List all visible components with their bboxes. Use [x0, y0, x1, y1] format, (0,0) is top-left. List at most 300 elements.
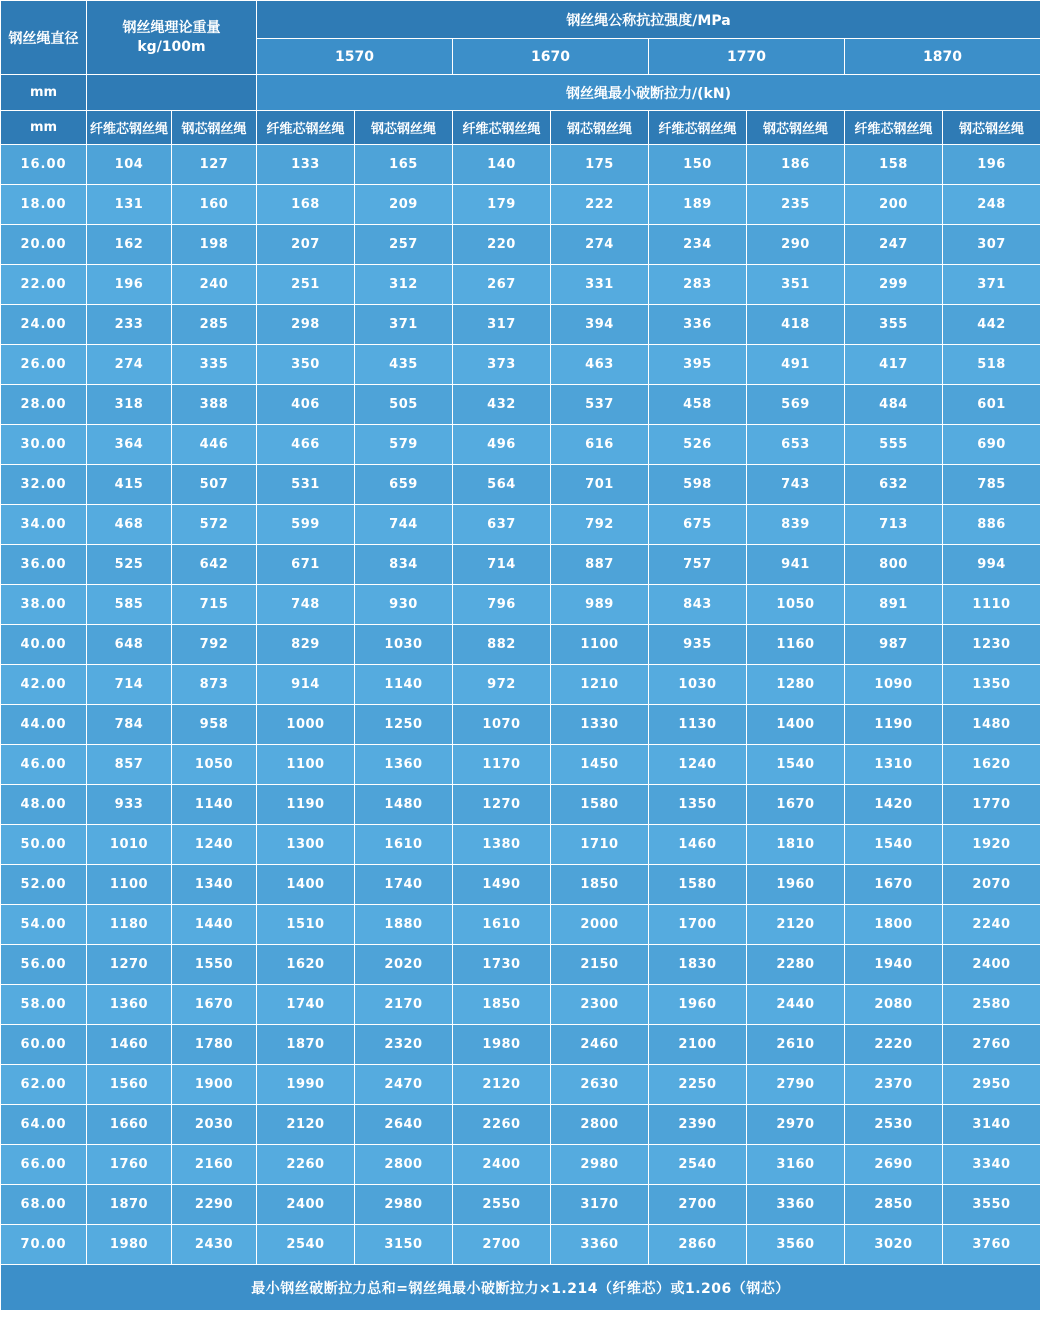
cell-weight-fiber-core: 1180 [87, 905, 172, 945]
cell-1670-fiber-core: 140 [453, 145, 551, 185]
table-body [1, 145, 1040, 1265]
cell-diameter: 38.00 [1, 585, 87, 625]
cell-1570-fiber-core: 1400 [257, 865, 355, 905]
cell-1570-steel-core: 930 [355, 585, 453, 625]
cell-1870-fiber-core: 2690 [845, 1145, 943, 1185]
table-row [1, 305, 1040, 345]
header-weight-line2: kg/100m [137, 38, 206, 55]
header-strength-1870: 1870 [845, 39, 1040, 75]
table-row [1, 1105, 1040, 1145]
cell-1570-fiber-core: 1000 [257, 705, 355, 745]
cell-1870-steel-core: 2760 [943, 1025, 1040, 1065]
cell-weight-steel-core: 1900 [172, 1065, 257, 1105]
cell-1770-fiber-core: 1460 [649, 825, 747, 865]
table-row [1, 345, 1040, 385]
cell-1670-fiber-core: 2700 [453, 1225, 551, 1265]
cell-1870-steel-core: 371 [943, 265, 1040, 305]
cell-1570-fiber-core: 914 [257, 665, 355, 705]
cell-1870-steel-core: 690 [943, 425, 1040, 465]
cell-1670-fiber-core: 373 [453, 345, 551, 385]
cell-1770-fiber-core: 1350 [649, 785, 747, 825]
cell-1570-fiber-core: 599 [257, 505, 355, 545]
cell-weight-fiber-core: 1870 [87, 1185, 172, 1225]
cell-1770-fiber-core: 458 [649, 385, 747, 425]
cell-1570-fiber-core: 1740 [257, 985, 355, 1025]
cell-1670-steel-core: 274 [551, 225, 649, 265]
cell-1670-fiber-core: 714 [453, 545, 551, 585]
cell-1870-steel-core: 196 [943, 145, 1040, 185]
cell-1570-steel-core: 1880 [355, 905, 453, 945]
cell-weight-fiber-core: 1270 [87, 945, 172, 985]
cell-1870-steel-core: 1230 [943, 625, 1040, 665]
cell-1870-fiber-core: 2080 [845, 985, 943, 1025]
cell-weight-steel-core: 2030 [172, 1105, 257, 1145]
cell-1570-steel-core: 659 [355, 465, 453, 505]
cell-1870-steel-core: 1480 [943, 705, 1040, 745]
cell-1870-fiber-core: 1540 [845, 825, 943, 865]
cell-diameter: 42.00 [1, 665, 87, 705]
cell-1670-steel-core: 2000 [551, 905, 649, 945]
cell-1570-steel-core: 165 [355, 145, 453, 185]
cell-diameter: 70.00 [1, 1225, 87, 1265]
cell-1770-steel-core: 3560 [747, 1225, 845, 1265]
cell-diameter: 62.00 [1, 1065, 87, 1105]
cell-1770-steel-core: 351 [747, 265, 845, 305]
cell-weight-steel-core: 873 [172, 665, 257, 705]
cell-1870-fiber-core: 200 [845, 185, 943, 225]
cell-1770-steel-core: 418 [747, 305, 845, 345]
cell-1670-fiber-core: 1850 [453, 985, 551, 1025]
cell-1570-fiber-core: 1990 [257, 1065, 355, 1105]
cell-1770-steel-core: 1810 [747, 825, 845, 865]
cell-weight-fiber-core: 784 [87, 705, 172, 745]
cell-1670-fiber-core: 1490 [453, 865, 551, 905]
cell-weight-fiber-core: 196 [87, 265, 172, 305]
header-strength-1570: 1570 [257, 39, 453, 75]
table-row [1, 385, 1040, 425]
table-row [1, 785, 1040, 825]
cell-1870-fiber-core: 417 [845, 345, 943, 385]
cell-1870-steel-core: 442 [943, 305, 1040, 345]
cell-1770-fiber-core: 757 [649, 545, 747, 585]
cell-1570-steel-core: 834 [355, 545, 453, 585]
cell-weight-fiber-core: 1010 [87, 825, 172, 865]
cell-1570-steel-core: 209 [355, 185, 453, 225]
cell-1670-steel-core: 2980 [551, 1145, 649, 1185]
cell-1770-steel-core: 653 [747, 425, 845, 465]
cell-1770-steel-core: 743 [747, 465, 845, 505]
cell-1570-steel-core: 3150 [355, 1225, 453, 1265]
cell-1770-steel-core: 290 [747, 225, 845, 265]
cell-1770-steel-core: 3360 [747, 1185, 845, 1225]
cell-1870-fiber-core: 713 [845, 505, 943, 545]
cell-1870-fiber-core: 1670 [845, 865, 943, 905]
cell-1570-fiber-core: 1620 [257, 945, 355, 985]
cell-1570-fiber-core: 298 [257, 305, 355, 345]
cell-1670-steel-core: 792 [551, 505, 649, 545]
cell-weight-fiber-core: 162 [87, 225, 172, 265]
cell-1770-steel-core: 3160 [747, 1145, 845, 1185]
cell-1670-steel-core: 2150 [551, 945, 649, 985]
cell-weight-steel-core: 958 [172, 705, 257, 745]
cell-weight-fiber-core: 714 [87, 665, 172, 705]
cell-1670-steel-core: 616 [551, 425, 649, 465]
cell-1670-fiber-core: 564 [453, 465, 551, 505]
cell-weight-steel-core: 446 [172, 425, 257, 465]
header-diameter: 钢丝绳直径 [1, 1, 87, 75]
cell-1870-steel-core: 518 [943, 345, 1040, 385]
cell-1670-fiber-core: 432 [453, 385, 551, 425]
cell-weight-steel-core: 1340 [172, 865, 257, 905]
cell-1670-fiber-core: 1380 [453, 825, 551, 865]
cell-weight-steel-core: 2290 [172, 1185, 257, 1225]
cell-1670-fiber-core: 882 [453, 625, 551, 665]
cell-1570-steel-core: 2470 [355, 1065, 453, 1105]
cell-1870-fiber-core: 2850 [845, 1185, 943, 1225]
table-row [1, 865, 1040, 905]
footer-row [1, 1265, 1040, 1311]
cell-1670-steel-core: 2460 [551, 1025, 649, 1065]
cell-1570-fiber-core: 1100 [257, 745, 355, 785]
cell-1770-steel-core: 839 [747, 505, 845, 545]
cell-weight-fiber-core: 1760 [87, 1145, 172, 1185]
cell-1670-fiber-core: 1730 [453, 945, 551, 985]
cell-1770-fiber-core: 1130 [649, 705, 747, 745]
cell-1870-steel-core: 248 [943, 185, 1040, 225]
cell-weight-steel-core: 335 [172, 345, 257, 385]
cell-1870-steel-core: 994 [943, 545, 1040, 585]
cell-1870-fiber-core: 299 [845, 265, 943, 305]
table-row [1, 1185, 1040, 1225]
cell-1570-fiber-core: 1510 [257, 905, 355, 945]
cell-1770-fiber-core: 2250 [649, 1065, 747, 1105]
cell-1770-steel-core: 1960 [747, 865, 845, 905]
cell-weight-steel-core: 240 [172, 265, 257, 305]
cell-1670-steel-core: 3360 [551, 1225, 649, 1265]
cell-diameter: 48.00 [1, 785, 87, 825]
table-row [1, 145, 1040, 185]
cell-weight-steel-core: 572 [172, 505, 257, 545]
table-row [1, 945, 1040, 985]
table-row [1, 585, 1040, 625]
cell-1770-fiber-core: 935 [649, 625, 747, 665]
header-strength-1670: 1670 [453, 39, 649, 75]
table-row [1, 505, 1040, 545]
cell-diameter: 36.00 [1, 545, 87, 585]
cell-1570-fiber-core: 350 [257, 345, 355, 385]
header-weight-fiber-core: 纤维芯钢丝绳 [87, 111, 172, 145]
cell-1670-steel-core: 1580 [551, 785, 649, 825]
header-row-top [1, 1, 1040, 39]
table-row [1, 225, 1040, 265]
cell-1670-steel-core: 394 [551, 305, 649, 345]
cell-weight-steel-core: 160 [172, 185, 257, 225]
cell-diameter: 50.00 [1, 825, 87, 865]
table-row [1, 1065, 1040, 1105]
header-1770-fiber-core: 纤维芯钢丝绳 [649, 111, 747, 145]
cell-1870-steel-core: 2950 [943, 1065, 1040, 1105]
cell-1870-fiber-core: 2530 [845, 1105, 943, 1145]
cell-1570-fiber-core: 2260 [257, 1145, 355, 1185]
cell-diameter: 66.00 [1, 1145, 87, 1185]
table-row [1, 1145, 1040, 1185]
cell-1570-steel-core: 371 [355, 305, 453, 345]
header-1670-steel-core: 钢芯钢丝绳 [551, 111, 649, 145]
cell-weight-fiber-core: 364 [87, 425, 172, 465]
cell-weight-fiber-core: 1360 [87, 985, 172, 1025]
cell-weight-steel-core: 1240 [172, 825, 257, 865]
cell-1670-steel-core: 701 [551, 465, 649, 505]
cell-weight-steel-core: 127 [172, 145, 257, 185]
cell-1670-fiber-core: 1170 [453, 745, 551, 785]
cell-1870-fiber-core: 987 [845, 625, 943, 665]
cell-1570-fiber-core: 251 [257, 265, 355, 305]
cell-diameter: 56.00 [1, 945, 87, 985]
cell-1870-fiber-core: 632 [845, 465, 943, 505]
cell-1670-steel-core: 1210 [551, 665, 649, 705]
cell-1770-fiber-core: 843 [649, 585, 747, 625]
cell-1670-steel-core: 1100 [551, 625, 649, 665]
cell-1770-fiber-core: 283 [649, 265, 747, 305]
cell-1770-steel-core: 235 [747, 185, 845, 225]
cell-weight-steel-core: 1140 [172, 785, 257, 825]
cell-1570-steel-core: 1360 [355, 745, 453, 785]
cell-weight-steel-core: 2430 [172, 1225, 257, 1265]
cell-weight-steel-core: 642 [172, 545, 257, 585]
cell-1670-steel-core: 222 [551, 185, 649, 225]
cell-1670-fiber-core: 267 [453, 265, 551, 305]
cell-1670-fiber-core: 496 [453, 425, 551, 465]
cell-diameter: 20.00 [1, 225, 87, 265]
cell-1770-steel-core: 2610 [747, 1025, 845, 1065]
table-row [1, 545, 1040, 585]
cell-1770-steel-core: 1280 [747, 665, 845, 705]
cell-1570-steel-core: 2170 [355, 985, 453, 1025]
cell-1570-steel-core: 312 [355, 265, 453, 305]
cell-1570-steel-core: 1140 [355, 665, 453, 705]
cell-1670-fiber-core: 317 [453, 305, 551, 345]
table-header [1, 1, 1040, 145]
header-row-core-types [1, 111, 1040, 145]
cell-1770-fiber-core: 598 [649, 465, 747, 505]
cell-1570-fiber-core: 2400 [257, 1185, 355, 1225]
cell-1870-steel-core: 1920 [943, 825, 1040, 865]
cell-diameter: 52.00 [1, 865, 87, 905]
cell-1870-fiber-core: 891 [845, 585, 943, 625]
cell-1870-steel-core: 2580 [943, 985, 1040, 1025]
header-1770-steel-core: 钢芯钢丝绳 [747, 111, 845, 145]
table-footer [1, 1265, 1040, 1311]
cell-1670-fiber-core: 220 [453, 225, 551, 265]
cell-1870-fiber-core: 2220 [845, 1025, 943, 1065]
cell-1870-fiber-core: 555 [845, 425, 943, 465]
cell-weight-steel-core: 792 [172, 625, 257, 665]
cell-1670-fiber-core: 1610 [453, 905, 551, 945]
cell-diameter: 16.00 [1, 145, 87, 185]
cell-1670-steel-core: 331 [551, 265, 649, 305]
cell-1770-fiber-core: 2100 [649, 1025, 747, 1065]
table-row [1, 665, 1040, 705]
cell-weight-fiber-core: 131 [87, 185, 172, 225]
cell-weight-steel-core: 388 [172, 385, 257, 425]
cell-1770-steel-core: 186 [747, 145, 845, 185]
cell-weight-fiber-core: 233 [87, 305, 172, 345]
cell-1770-fiber-core: 1960 [649, 985, 747, 1025]
cell-1870-steel-core: 1770 [943, 785, 1040, 825]
header-row-breaking [1, 75, 1040, 111]
cell-diameter: 54.00 [1, 905, 87, 945]
cell-weight-steel-core: 198 [172, 225, 257, 265]
header-1870-fiber-core: 纤维芯钢丝绳 [845, 111, 943, 145]
cell-weight-fiber-core: 318 [87, 385, 172, 425]
cell-1570-steel-core: 505 [355, 385, 453, 425]
table-row [1, 265, 1040, 305]
cell-1770-fiber-core: 189 [649, 185, 747, 225]
cell-weight-fiber-core: 1660 [87, 1105, 172, 1145]
cell-diameter: 26.00 [1, 345, 87, 385]
cell-1570-steel-core: 1030 [355, 625, 453, 665]
cell-1670-fiber-core: 179 [453, 185, 551, 225]
cell-1670-steel-core: 1330 [551, 705, 649, 745]
cell-1870-steel-core: 785 [943, 465, 1040, 505]
cell-1570-fiber-core: 531 [257, 465, 355, 505]
cell-weight-fiber-core: 104 [87, 145, 172, 185]
cell-1870-fiber-core: 3020 [845, 1225, 943, 1265]
cell-1870-steel-core: 307 [943, 225, 1040, 265]
cell-1770-fiber-core: 234 [649, 225, 747, 265]
cell-1770-fiber-core: 526 [649, 425, 747, 465]
cell-1670-steel-core: 1450 [551, 745, 649, 785]
cell-1670-fiber-core: 2260 [453, 1105, 551, 1145]
cell-1570-fiber-core: 168 [257, 185, 355, 225]
table-row [1, 1025, 1040, 1065]
cell-weight-steel-core: 1050 [172, 745, 257, 785]
cell-1670-steel-core: 2800 [551, 1105, 649, 1145]
cell-weight-steel-core: 1550 [172, 945, 257, 985]
table-row [1, 185, 1040, 225]
cell-1670-steel-core: 537 [551, 385, 649, 425]
cell-weight-fiber-core: 857 [87, 745, 172, 785]
table-row [1, 825, 1040, 865]
cell-1770-fiber-core: 1700 [649, 905, 747, 945]
cell-1570-fiber-core: 829 [257, 625, 355, 665]
cell-weight-steel-core: 715 [172, 585, 257, 625]
cell-1770-fiber-core: 2390 [649, 1105, 747, 1145]
cell-1570-steel-core: 1610 [355, 825, 453, 865]
table-row [1, 745, 1040, 785]
cell-1870-fiber-core: 1940 [845, 945, 943, 985]
cell-1870-fiber-core: 1800 [845, 905, 943, 945]
cell-1570-fiber-core: 748 [257, 585, 355, 625]
cell-1770-fiber-core: 1830 [649, 945, 747, 985]
cell-1870-steel-core: 1620 [943, 745, 1040, 785]
cell-diameter: 18.00 [1, 185, 87, 225]
cell-1670-steel-core: 175 [551, 145, 649, 185]
cell-1570-fiber-core: 1190 [257, 785, 355, 825]
cell-1870-fiber-core: 247 [845, 225, 943, 265]
header-diameter-unit: mm [1, 75, 87, 111]
footer-note: 最小钢丝破断拉力总和=钢丝绳最小破断拉力×1.214（纤维芯）或1.206（钢芯） [1, 1265, 1040, 1311]
table-row [1, 425, 1040, 465]
cell-1870-steel-core: 3340 [943, 1145, 1040, 1185]
cell-diameter: 22.00 [1, 265, 87, 305]
cell-1570-fiber-core: 2120 [257, 1105, 355, 1145]
cell-weight-fiber-core: 1460 [87, 1025, 172, 1065]
cell-1570-fiber-core: 1870 [257, 1025, 355, 1065]
cell-weight-steel-core: 507 [172, 465, 257, 505]
cell-1870-steel-core: 3140 [943, 1105, 1040, 1145]
cell-weight-steel-core: 285 [172, 305, 257, 345]
cell-1770-steel-core: 1050 [747, 585, 845, 625]
cell-1870-steel-core: 3760 [943, 1225, 1040, 1265]
cell-weight-fiber-core: 1100 [87, 865, 172, 905]
cell-weight-fiber-core: 525 [87, 545, 172, 585]
cell-diameter: 34.00 [1, 505, 87, 545]
cell-weight-fiber-core: 1560 [87, 1065, 172, 1105]
cell-1770-steel-core: 2970 [747, 1105, 845, 1145]
cell-1670-fiber-core: 796 [453, 585, 551, 625]
cell-1570-steel-core: 579 [355, 425, 453, 465]
cell-1770-fiber-core: 150 [649, 145, 747, 185]
cell-1870-steel-core: 1110 [943, 585, 1040, 625]
cell-1870-fiber-core: 800 [845, 545, 943, 585]
cell-1870-fiber-core: 1420 [845, 785, 943, 825]
cell-1670-steel-core: 887 [551, 545, 649, 585]
cell-1570-steel-core: 1480 [355, 785, 453, 825]
cell-1770-fiber-core: 2700 [649, 1185, 747, 1225]
cell-1770-steel-core: 1540 [747, 745, 845, 785]
cell-1770-fiber-core: 2860 [649, 1225, 747, 1265]
cell-1770-steel-core: 941 [747, 545, 845, 585]
cell-1770-fiber-core: 336 [649, 305, 747, 345]
header-strength-1770: 1770 [649, 39, 845, 75]
cell-1570-fiber-core: 2540 [257, 1225, 355, 1265]
cell-1570-steel-core: 2020 [355, 945, 453, 985]
cell-1770-steel-core: 1670 [747, 785, 845, 825]
cell-1870-steel-core: 3550 [943, 1185, 1040, 1225]
cell-1570-steel-core: 2800 [355, 1145, 453, 1185]
cell-diameter: 40.00 [1, 625, 87, 665]
cell-diameter: 30.00 [1, 425, 87, 465]
cell-diameter: 60.00 [1, 1025, 87, 1065]
cell-weight-steel-core: 1670 [172, 985, 257, 1025]
cell-1770-steel-core: 1160 [747, 625, 845, 665]
cell-1570-fiber-core: 406 [257, 385, 355, 425]
cell-1770-steel-core: 491 [747, 345, 845, 385]
cell-1770-fiber-core: 1030 [649, 665, 747, 705]
cell-1670-fiber-core: 2550 [453, 1185, 551, 1225]
header-weight-steel-core: 钢芯钢丝绳 [172, 111, 257, 145]
cell-1670-fiber-core: 637 [453, 505, 551, 545]
cell-1670-fiber-core: 2400 [453, 1145, 551, 1185]
cell-diameter: 64.00 [1, 1105, 87, 1145]
cell-1570-fiber-core: 466 [257, 425, 355, 465]
cell-1870-fiber-core: 1090 [845, 665, 943, 705]
cell-1770-fiber-core: 675 [649, 505, 747, 545]
cell-weight-steel-core: 2160 [172, 1145, 257, 1185]
cell-1870-fiber-core: 484 [845, 385, 943, 425]
cell-1570-fiber-core: 1300 [257, 825, 355, 865]
cell-diameter: 46.00 [1, 745, 87, 785]
cell-1770-steel-core: 2440 [747, 985, 845, 1025]
cell-1670-fiber-core: 1270 [453, 785, 551, 825]
cell-1570-steel-core: 2640 [355, 1105, 453, 1145]
cell-1570-fiber-core: 133 [257, 145, 355, 185]
table-row [1, 465, 1040, 505]
header-unit-mm: mm [1, 111, 87, 145]
header-1870-steel-core: 钢芯钢丝绳 [943, 111, 1040, 145]
cell-1870-steel-core: 1350 [943, 665, 1040, 705]
